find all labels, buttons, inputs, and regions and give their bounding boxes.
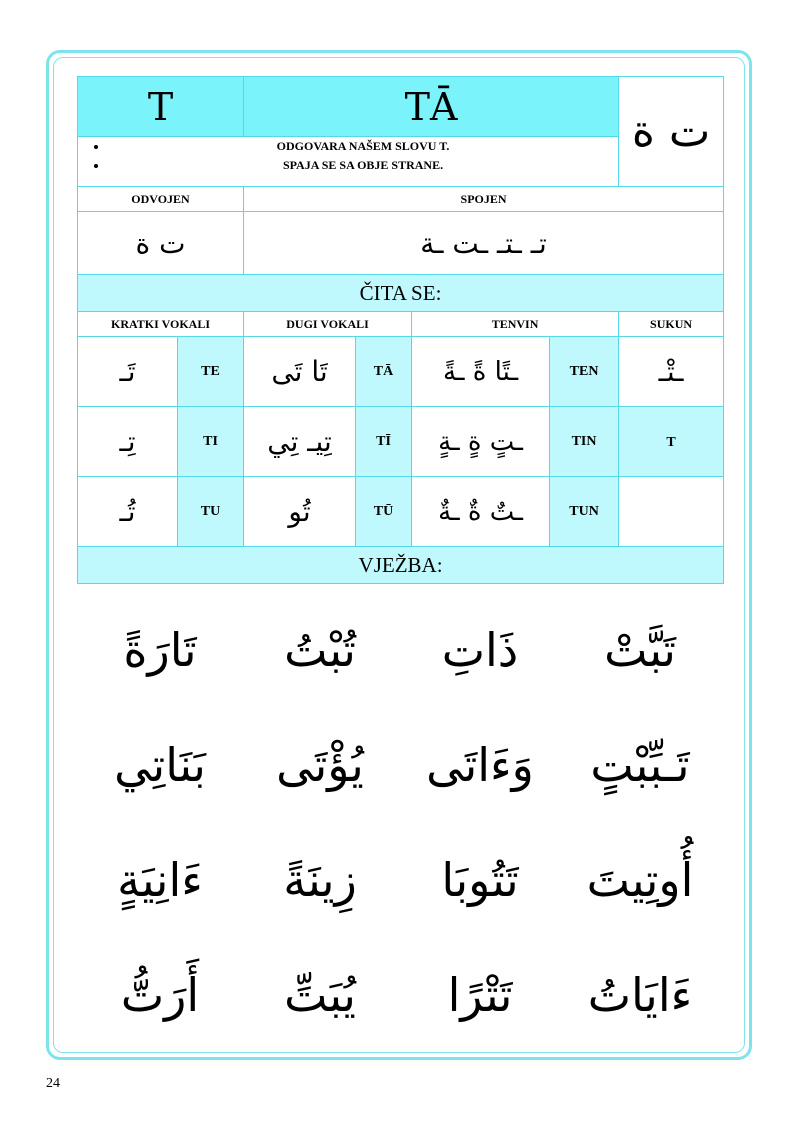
sukun-letter: T — [619, 407, 724, 477]
exercise-word: وَءَاتَى — [426, 737, 534, 792]
short-vowels-header: KRATKI VOKALI — [78, 312, 244, 337]
exercise-word: يُبَتِّ — [284, 967, 356, 1022]
letter-table — [77, 76, 724, 584]
long-vowel-form — [244, 477, 356, 547]
tanwin-form — [412, 477, 550, 547]
short-vowel-form — [78, 337, 178, 407]
long-vowel-text: تِيـ تِي — [267, 425, 332, 458]
sukun-header: SUKUN — [619, 312, 724, 337]
tanwin-form — [412, 337, 550, 407]
description-list — [78, 137, 618, 175]
arabic-letter-forms: ت ة — [631, 106, 711, 157]
exercise-row — [80, 592, 720, 707]
long-vowel-label: TŪ — [356, 477, 412, 547]
tanwin-text: ـتٌ ةٌ ـةٌ — [438, 496, 523, 527]
description-item: • ODGOVARA NAŠEM SLOVU T. — [108, 137, 618, 156]
short-vowel-form — [78, 477, 178, 547]
exercise-word: ءَانِيَةٍ — [117, 852, 203, 907]
description-item: • SPAJA SE SA OBJE STRANE. — [108, 156, 618, 175]
long-vowel-form — [244, 337, 356, 407]
description-cell — [78, 137, 619, 187]
separate-forms-text: ت ة — [135, 226, 186, 260]
reading-title: ČITA SE: — [78, 275, 724, 312]
exercise-word: يُؤْتَى — [276, 737, 364, 792]
short-vowel-text: تَـ — [119, 355, 136, 388]
latin-letter-cell — [78, 77, 244, 137]
short-vowel-form — [78, 407, 178, 477]
exercise-word: تَتْرًا — [447, 967, 513, 1022]
tanwin-label: TUN — [550, 477, 619, 547]
exercise-title: VJEŽBA: — [78, 547, 724, 584]
long-vowel-text: تَا تَى — [271, 355, 328, 388]
joined-label: SPOJEN — [244, 187, 724, 212]
arabic-letter-cell — [619, 77, 724, 187]
exercise-row — [80, 937, 720, 1052]
tanwin-label: TIN — [550, 407, 619, 477]
joined-forms-text: تـ ـتـ ـت ـة — [420, 226, 547, 260]
exercise-word: ذَاتِ — [441, 622, 519, 677]
short-vowel-text: تُـ — [119, 495, 136, 528]
tanwin-form — [412, 407, 550, 477]
exercise-word: أُوتِيتَ — [586, 852, 694, 907]
exercise-word: بَنَاتِي — [114, 737, 206, 792]
short-vowel-label: TI — [178, 407, 244, 477]
letter-name-cell — [244, 77, 619, 137]
exercise-grid — [80, 592, 720, 1052]
exercise-word: تَارَةً — [123, 622, 197, 677]
long-vowel-text: تُو — [288, 495, 311, 528]
separate-label: ODVOJEN — [78, 187, 244, 212]
exercise-row — [80, 707, 720, 822]
long-vowel-form — [244, 407, 356, 477]
exercise-word: تَبَّتْ — [604, 622, 676, 677]
letter-name: TĀ — [404, 84, 458, 129]
exercise-word: تَـبِّبْتٍ — [590, 737, 690, 792]
sukun-text: ـتْـ — [658, 355, 684, 388]
long-vowels-header: DUGI VOKALI — [244, 312, 412, 337]
tanwin-text: ـتٍ ةٍ ـةٍ — [438, 426, 523, 457]
short-vowel-label: TU — [178, 477, 244, 547]
joined-forms — [244, 212, 724, 275]
exercise-word: زِينَةً — [283, 852, 357, 907]
long-vowel-label: TĀ — [356, 337, 412, 407]
short-vowel-text: تِـ — [119, 425, 136, 458]
exercise-word: تُبْتُ — [284, 622, 356, 677]
page-number: 24 — [46, 1076, 60, 1091]
latin-letter: T — [147, 84, 174, 129]
tanwin-label: TEN — [550, 337, 619, 407]
sukun-empty — [619, 477, 724, 547]
short-vowel-label: TE — [178, 337, 244, 407]
sukun-form — [619, 337, 724, 407]
exercise-row — [80, 822, 720, 937]
exercise-word: أَرَتُّ — [120, 967, 200, 1022]
tanwin-text: ـتًا ةً ـةً — [442, 356, 519, 387]
exercise-word: تَتُوبَا — [441, 852, 519, 907]
long-vowel-label: TĪ — [356, 407, 412, 477]
tanwin-header: TENVIN — [412, 312, 619, 337]
separate-forms — [78, 212, 244, 275]
exercise-word: ءَايَاتُ — [587, 967, 693, 1022]
